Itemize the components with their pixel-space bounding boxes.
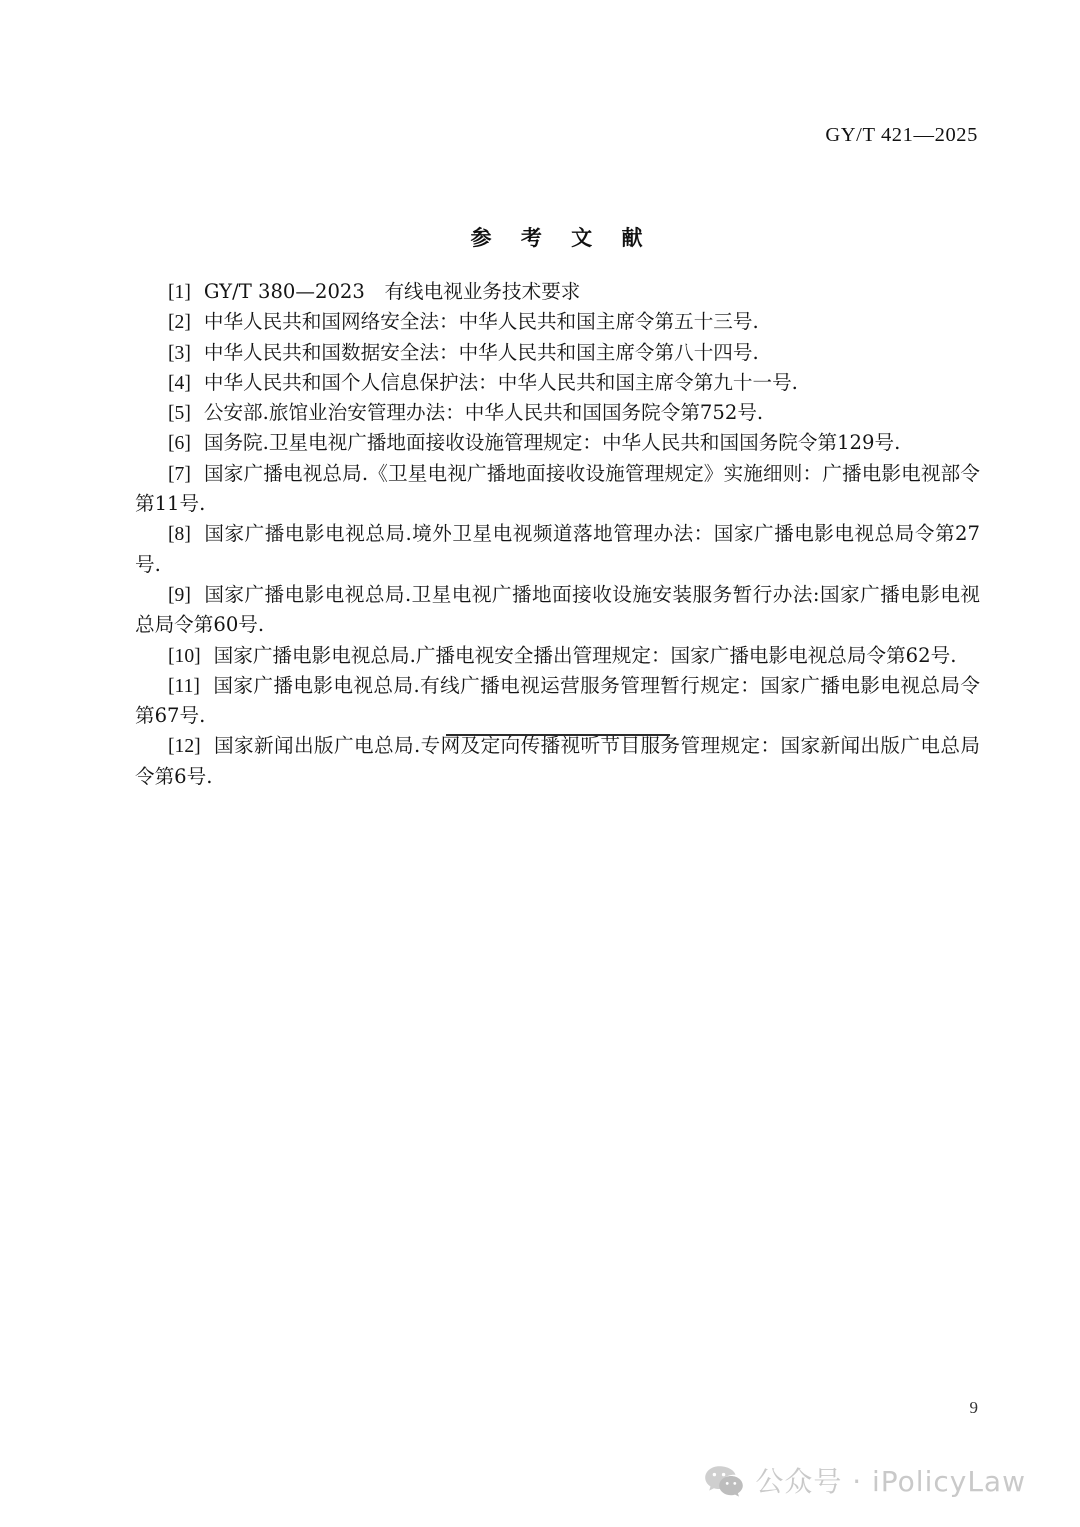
reference-marker: [1] bbox=[168, 282, 191, 303]
running-header-standard-number: GY/T 421—2025 bbox=[825, 124, 978, 146]
reference-text: 中华人民共和国网络安全法：中华人民共和国主席令第五十三号. bbox=[203, 310, 759, 334]
reference-marker: [11] bbox=[168, 675, 200, 697]
reference-marker: [6] bbox=[168, 433, 191, 455]
reference-text: 公安部.旅馆业治安管理办法：中华人民共和国国务院令第752号. bbox=[203, 401, 764, 425]
reference-text: 中华人民共和国数据安全法：中华人民共和国主席令第八十四号. bbox=[203, 340, 759, 364]
reference-marker: [7] bbox=[168, 463, 191, 485]
reference-marker: [2] bbox=[168, 312, 191, 334]
reference-marker: [12] bbox=[168, 736, 201, 758]
reference-text: 国家广播电影电视总局.广播电视安全播出管理规定：国家广播电影电视总局令第62号. bbox=[213, 643, 957, 667]
reference-text: 国家广播电影电视总局.卫星电视广播地面接收设施安装服务暂行办法:国家广播电影电视总局令第60号. bbox=[135, 582, 980, 637]
reference-entry bbox=[135, 459, 980, 520]
reference-entry bbox=[135, 398, 980, 428]
page-title: 参 考 文 献 bbox=[470, 225, 654, 250]
reference-marker: [4] bbox=[168, 372, 191, 394]
reference-entry bbox=[135, 428, 980, 458]
reference-text: GY/T 380—2023 有线电视业务技术要求 bbox=[203, 280, 581, 303]
reference-text: 国务院.卫星电视广播地面接收设施管理规定：中华人民共和国国务院令第129号. bbox=[203, 431, 901, 455]
wechat-icon bbox=[704, 1465, 744, 1499]
reference-text: 中华人民共和国个人信息保护法：中华人民共和国主席令第九十一号. bbox=[203, 370, 798, 394]
reference-marker: [9] bbox=[168, 584, 191, 606]
reference-marker: [5] bbox=[168, 403, 191, 425]
section-end-rule bbox=[446, 734, 670, 736]
reference-entry bbox=[135, 671, 980, 732]
reference-entry bbox=[135, 580, 980, 641]
reference-entry bbox=[135, 338, 980, 368]
page-number: 9 bbox=[969, 1398, 978, 1417]
watermark-label: 公众号 · iPolicyLaw bbox=[755, 1465, 1026, 1498]
reference-entry bbox=[135, 277, 980, 307]
section-end-rule-container bbox=[135, 726, 980, 744]
reference-text: 国家广播电影电视总局.有线广播电视运营服务管理暂行规定：国家广播电影电视总局令第67号. bbox=[135, 673, 980, 728]
reference-marker: [8] bbox=[168, 524, 191, 546]
reference-text: 国家广播电视总局.《卫星电视广播地面接收设施管理规定》实施细则：广播电影电视部令第11号. bbox=[135, 461, 980, 516]
reference-text: 国家新闻出版广电总局.专网及定向传播视听节目服务管理规定：国家新闻出版广电总局令第6号. bbox=[135, 734, 980, 788]
reference-entry bbox=[135, 641, 980, 671]
reference-text: 国家广播电影电视总局.境外卫星电视频道落地管理办法：国家广播电影电视总局令第27号. bbox=[135, 522, 980, 576]
reference-entry bbox=[135, 307, 980, 337]
reference-entry bbox=[135, 519, 980, 580]
reference-marker: [10] bbox=[168, 645, 201, 667]
reference-entry bbox=[135, 368, 980, 398]
reference-list bbox=[135, 277, 980, 792]
wechat-watermark bbox=[704, 1465, 1026, 1499]
reference-marker: [3] bbox=[168, 342, 191, 364]
